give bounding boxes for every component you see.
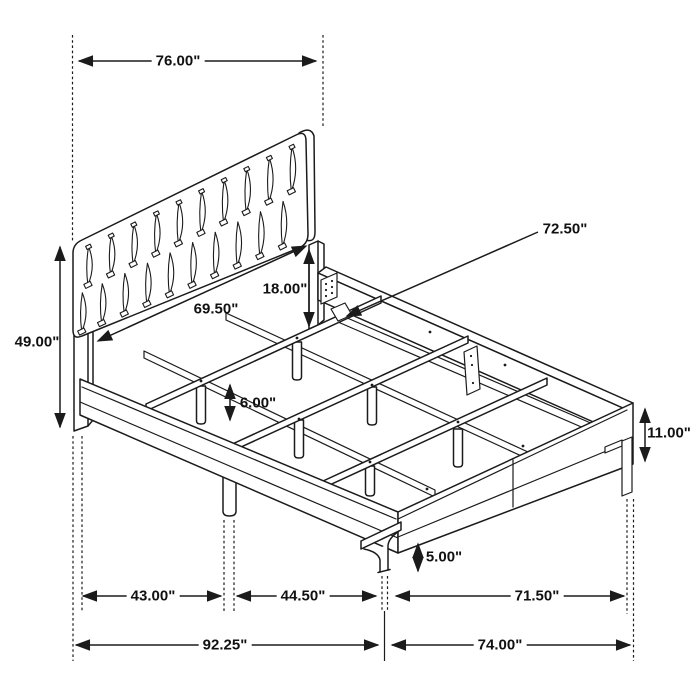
dim-head-to-center-leg-label: 43.00"	[127, 588, 180, 605]
leader-line-72-5	[347, 232, 538, 316]
dim-slat-leg-height-label: 6.00"	[239, 394, 277, 412]
dim-rail-length-label: 72.50"	[542, 220, 588, 238]
dim-headboard-inner-width-label: 69.50"	[193, 300, 239, 318]
dim-headboard-panel-height-label: 18.00"	[262, 280, 308, 298]
foot-right-leg-bracket	[622, 437, 632, 496]
dim-center-to-foot-leg-label: 44.50"	[277, 588, 330, 605]
extension-lines	[73, 35, 634, 661]
dim-side-rail-height-label: 11.00"	[647, 424, 691, 442]
headboard-right-leg	[309, 241, 318, 329]
dim-foot-leg-height-label: 5.00"	[425, 548, 463, 566]
dim-headboard-width-label: 76.00"	[152, 53, 205, 70]
center-rail-plate	[464, 346, 480, 395]
foot-rail-face	[398, 403, 633, 553]
dim-frame-length-label: 74.00"	[474, 637, 527, 654]
dim-headboard-height-label: 49.00"	[14, 333, 60, 351]
dim-overall-length-label: 92.25"	[199, 637, 252, 654]
bed-frame-drawing	[73, 130, 633, 572]
foot-left-leg-stem-fill	[380, 544, 388, 572]
dim-foot-span-label: 71.50"	[511, 588, 564, 605]
foot-left-leg-left-curve	[364, 549, 380, 572]
